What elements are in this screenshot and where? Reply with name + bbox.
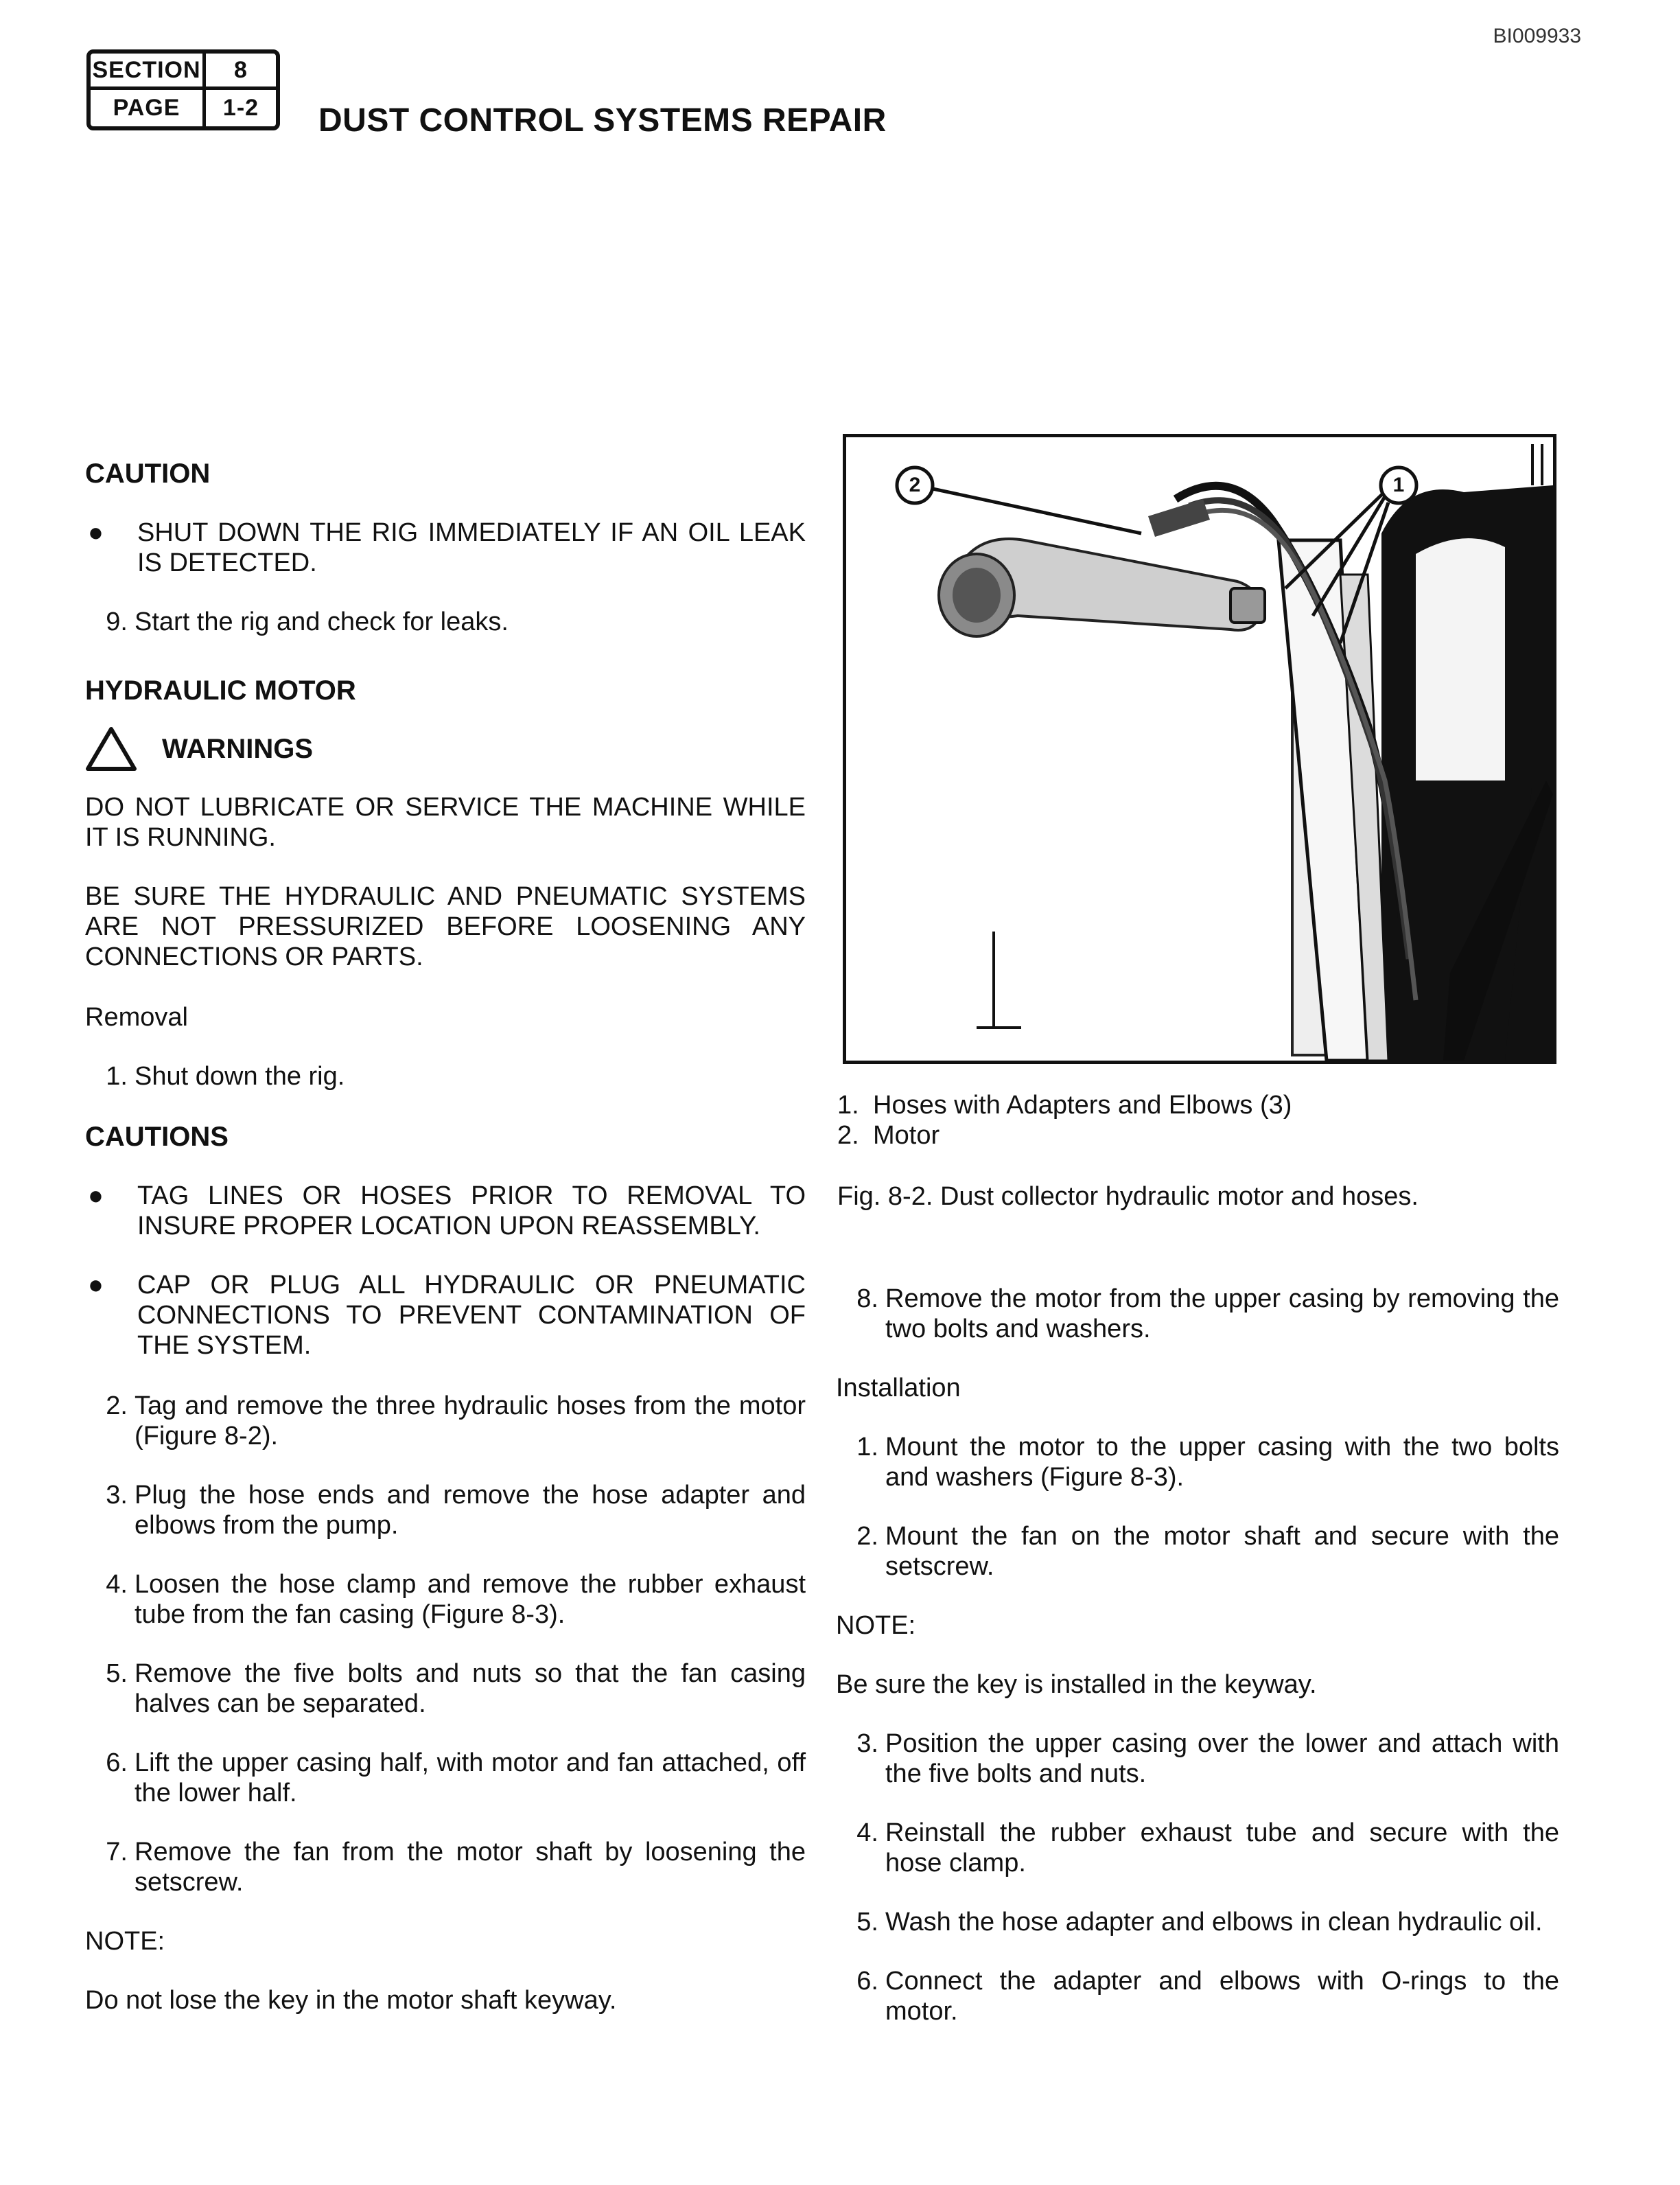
install-step-6 (836, 1966, 1559, 2026)
page-label: PAGE (91, 90, 206, 126)
removal-step-1 (85, 1061, 806, 1091)
step-number: 1. (856, 1433, 878, 1461)
caution-item-text: CAP OR PLUG ALL HYDRAULIC OR PNEUMATIC CONNECTIONS TO PREVENT CONTAMINATION OF THE SYSTEM. (137, 1271, 806, 1360)
figure-8-2-photo (843, 434, 1556, 1064)
legend-text: Hoses with Adapters and Elbows (3) (873, 1091, 1292, 1120)
removal-step-4 (85, 1569, 806, 1630)
motor-hoses-illustration (846, 437, 1553, 1061)
figure-caption: Fig. 8-2. Dust collector hydraulic motor and hoses. (837, 1182, 1419, 1211)
page-number: 1-2 (222, 95, 259, 121)
legend-number: 1. (837, 1091, 859, 1120)
warnings-heading: WARNINGS (162, 734, 313, 764)
removal-step-3 (85, 1480, 806, 1540)
removal-step-2 (85, 1391, 806, 1451)
step-number: 3. (106, 1481, 128, 1510)
section-label: SECTION (91, 54, 206, 90)
step-number: 9. (106, 608, 128, 636)
caution-heading: CAUTION (85, 459, 211, 489)
step-text: Reinstall the rubber exhaust tube and secure with the hose clamp. (885, 1818, 1559, 1877)
step-text: Plug the hose ends and remove the hose adapter and elbows from the pump. (135, 1481, 806, 1540)
install-step-3 (836, 1729, 1559, 1789)
callout-2-label: 2 (909, 474, 921, 496)
note-text: Be sure the key is installed in the keyway. (836, 1670, 1317, 1699)
warning-1: DO NOT LUBRICATE OR SERVICE THE MACHINE WHILE IT IS RUNNING. (85, 793, 806, 852)
step-number: 5. (106, 1659, 128, 1688)
document-id: BI009933 (1493, 25, 1581, 47)
step-text: Remove the fan from the motor shaft by loosening the setscrew. (135, 1838, 806, 1897)
removal-step-8 (836, 1284, 1559, 1344)
step-number: 4. (856, 1818, 878, 1847)
step-text: Mount the fan on the motor shaft and secure with the setscrew. (885, 1522, 1559, 1581)
step-number: 6. (106, 1748, 128, 1777)
step-number: 6. (856, 1967, 878, 1996)
warnings-header (85, 726, 806, 772)
cautions-heading: CAUTIONS (85, 1122, 229, 1152)
step-text: Start the rig and check for leaks. (135, 608, 509, 636)
install-step-4 (836, 1818, 1559, 1878)
step-number: 3. (856, 1729, 878, 1758)
step-text: Shut down the rig. (135, 1062, 345, 1091)
step-text: Remove the five bolts and nuts so that the fan casing halves can be separated. (135, 1659, 806, 1718)
note-label: NOTE: (85, 1927, 165, 1956)
right-column (836, 1284, 1559, 2026)
caution-item-text: TAG LINES OR HOSES PRIOR TO REMOVAL TO INSURE PROPER LOCATION UPON REASSEMBLY. (137, 1181, 806, 1240)
install-step-2 (836, 1521, 1559, 1582)
caution-item (85, 1181, 806, 1241)
bullet-icon: ● (88, 518, 104, 547)
removal-step-6 (85, 1748, 806, 1808)
step-text: Remove the motor from the upper casing by removing the two bolts and washers. (885, 1284, 1559, 1343)
bullet-icon: ● (88, 1181, 104, 1210)
legend-number: 2. (837, 1121, 859, 1150)
figure-legend (837, 1090, 1292, 1151)
caution-bullet-text: SHUT DOWN THE RIG IMMEDIATELY IF AN OIL LEAK IS DETECTED. (137, 518, 806, 577)
bullet-icon: ● (88, 1271, 104, 1299)
step-text: Position the upper casing over the lower and attach with the five bolts and nuts. (885, 1729, 1559, 1788)
warning-triangle-icon (85, 726, 137, 772)
removal-step-5 (85, 1658, 806, 1719)
legend-item (837, 1120, 1292, 1151)
legend-text: Motor (873, 1121, 940, 1150)
removal-heading: Removal (85, 1003, 188, 1032)
step-number: 8. (856, 1284, 878, 1313)
install-step-1 (836, 1432, 1559, 1492)
note-label: NOTE: (836, 1611, 916, 1640)
step-text: Connect the adapter and elbows with O-rings to the motor. (885, 1967, 1559, 2026)
page-title: DUST CONTROL SYSTEMS REPAIR (318, 102, 887, 139)
step-text: Loosen the hose clamp and remove the rubber exhaust tube from the fan casing (Figure 8-3). (135, 1570, 806, 1629)
step-number: 4. (106, 1570, 128, 1599)
step-text: Mount the motor to the upper casing with the two bolts and washers (Figure 8-3). (885, 1433, 1559, 1492)
section-page-badge (86, 49, 280, 130)
caution-bullet (85, 518, 806, 578)
warning-2: BE SURE THE HYDRAULIC AND PNEUMATIC SYSTEMS ARE NOT PRESSURIZED BEFORE LOOSENING ANY CONNECTIONS OR PARTS. (85, 882, 806, 971)
hydraulic-motor-heading: HYDRAULIC MOTOR (85, 675, 356, 706)
removal-step-7 (85, 1837, 806, 1897)
legend-item (837, 1090, 1292, 1120)
step-number: 1. (106, 1062, 128, 1091)
step-number: 7. (106, 1838, 128, 1866)
step-text: Tag and remove the three hydraulic hoses from the motor (Figure 8-2). (135, 1391, 806, 1450)
install-step-5 (836, 1907, 1559, 1937)
step-number: 5. (856, 1908, 878, 1937)
left-column (85, 459, 806, 2015)
section-number: 8 (206, 54, 276, 90)
step-number: 2. (856, 1522, 878, 1551)
caution-item (85, 1270, 806, 1361)
step-text: Wash the hose adapter and elbows in clean hydraulic oil. (885, 1908, 1543, 1937)
step-text: Lift the upper casing half, with motor and fan attached, off the lower half. (135, 1748, 806, 1807)
installation-heading: Installation (836, 1374, 961, 1402)
step-9 (85, 607, 806, 637)
step-number: 2. (106, 1391, 128, 1420)
note-text: Do not lose the key in the motor shaft keyway. (85, 1986, 617, 2015)
callout-1-label: 1 (1392, 474, 1405, 496)
